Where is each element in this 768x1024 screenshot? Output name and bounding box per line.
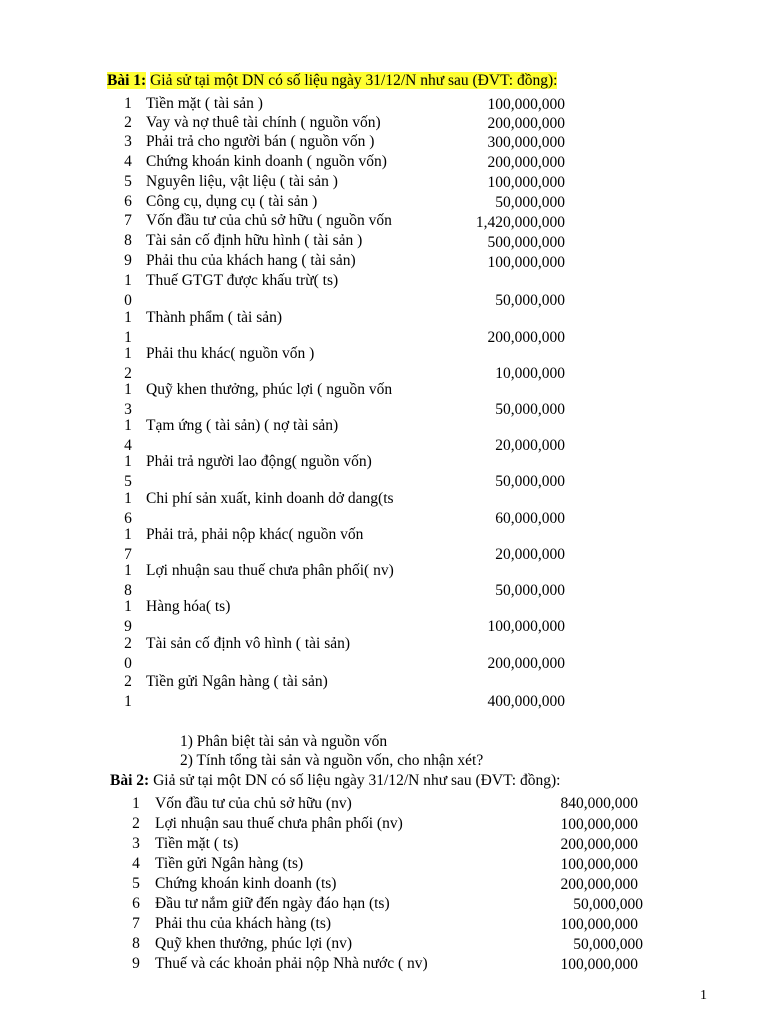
row-value: 100,000,000 (560, 856, 638, 873)
row-number: 3 (124, 133, 132, 150)
row-value: 50,000,000 (495, 473, 565, 490)
row-value: 50,000,000 (573, 896, 643, 913)
row-number-digit: 1 (124, 329, 132, 346)
row-name: Công cụ, dụng cụ ( tài sản ) (146, 193, 318, 210)
row-number: 6 (124, 193, 132, 210)
table-row (0, 345, 768, 385)
table-row (0, 417, 768, 457)
row-value: 100,000,000 (487, 96, 565, 113)
row-name: Đầu tư nắm giữ đến ngày đáo hạn (ts) (155, 895, 390, 912)
row-number-digit: 1 (124, 693, 132, 710)
row-number-digit: 1 (124, 309, 132, 326)
row-number-digit: 2 (124, 673, 132, 690)
exercise-2-heading (110, 772, 560, 790)
row-value: 50,000,000 (495, 292, 565, 309)
row-number-digit: 2 (124, 365, 132, 382)
row-name: Tài sản cố định vô hình ( tài sản) (146, 635, 351, 652)
row-number: 1 (124, 95, 132, 112)
row-value: 200,000,000 (487, 115, 565, 132)
row-value: 20,000,000 (495, 437, 565, 454)
row-value: 20,000,000 (495, 546, 565, 563)
row-value: 200,000,000 (560, 876, 638, 893)
page-number: 1 (700, 988, 707, 1003)
row-value: 100,000,000 (560, 916, 638, 933)
row-value: 400,000,000 (487, 693, 565, 710)
row-name: Phải trả, phải nộp khác( nguồn vốn (146, 526, 364, 543)
row-number: 2 (132, 815, 140, 832)
row-name: Nguyên liệu, vật liệu ( tài sản ) (146, 173, 338, 190)
row-value: 100,000,000 (487, 254, 565, 271)
row-name: Lợi nhuận sau thuế chưa phân phối( nv) (146, 562, 394, 579)
row-value: 200,000,000 (487, 329, 565, 346)
row-name: Quỹ khen thưởng, phúc lợi ( nguồn vốn (146, 381, 393, 398)
row-number-digit: 5 (124, 473, 132, 490)
table-row (0, 309, 768, 349)
row-number: 2 (124, 114, 132, 131)
row-value: 200,000,000 (487, 154, 565, 171)
row-name: Quỹ khen thưởng, phúc lợi (nv) (155, 935, 352, 952)
row-value: 200,000,000 (560, 836, 638, 853)
row-number: 5 (124, 173, 132, 190)
row-number-digit: 1 (124, 598, 132, 615)
table-row (0, 453, 768, 493)
row-name: Hàng hóa( ts) (146, 598, 231, 615)
row-number: 6 (132, 895, 140, 912)
row-number: 3 (132, 835, 140, 852)
row-name: Thành phẩm ( tài sản) (146, 309, 283, 326)
table-row (0, 381, 768, 421)
row-value: 100,000,000 (487, 618, 565, 635)
row-name: Chứng khoán kinh doanh ( nguồn vốn) (146, 153, 387, 170)
row-name: Vốn đầu tư của chủ sở hữu ( nguồn vốn (146, 212, 392, 229)
question-2: 2) Tính tổng tài sản và nguồn vốn, cho nhận xét? (180, 752, 484, 769)
table-row (0, 598, 768, 638)
row-number: 1 (132, 795, 140, 812)
row-value: 50,000,000 (495, 401, 565, 418)
row-value: 840,000,000 (560, 795, 638, 812)
question-1: 1) Phân biệt tài sản và nguồn vốn (180, 733, 388, 750)
table-row (0, 635, 768, 675)
row-name: Tài sản cố định hữu hình ( tài sản ) (146, 232, 363, 249)
table-row (0, 490, 768, 530)
row-number: 9 (124, 252, 132, 269)
exercise-2-title: Giả sử tại một DN có số liệu ngày 31/12/N như sau (ĐVT: đồng): (153, 772, 561, 789)
row-name: Tiền gửi Ngân hàng (ts) (155, 855, 304, 872)
row-name: Vốn đầu tư của chủ sở hữu (nv) (155, 795, 352, 812)
row-number-digit: 8 (124, 582, 132, 599)
exercise-1-label: Bài 1: (107, 72, 147, 89)
row-value: 10,000,000 (495, 365, 565, 382)
row-name: Thuế và các khoản phải nộp Nhà nước ( nv) (155, 955, 428, 972)
row-value: 500,000,000 (487, 234, 565, 251)
row-value: 60,000,000 (495, 510, 565, 527)
row-name: Lợi nhuận sau thuế chưa phân phối (nv) (155, 815, 403, 832)
row-number-digit: 6 (124, 510, 132, 527)
row-name: Tiền gửi Ngân hàng ( tài sản) (146, 673, 328, 690)
row-value: 50,000,000 (495, 194, 565, 211)
row-value: 50,000,000 (573, 936, 643, 953)
row-number-digit: 1 (124, 526, 132, 543)
row-name: Tạm ứng ( tài sản) ( nợ tài sản) (146, 417, 339, 434)
table-row (0, 272, 768, 312)
row-name: Phải thu của khách hang ( tài sản) (146, 252, 356, 269)
row-number-digit: 2 (124, 635, 132, 652)
row-number-digit: 1 (124, 490, 132, 507)
row-number-digit: 1 (124, 345, 132, 362)
row-name: Phải thu khác( nguồn vốn ) (146, 345, 315, 362)
table-row (0, 673, 768, 713)
table-row (0, 526, 768, 566)
row-name: Thuế GTGT được khấu trừ( ts) (146, 272, 339, 289)
exercise-2-label: Bài 2: (110, 772, 150, 789)
row-number-digit: 4 (124, 437, 132, 454)
exercise-1-heading (107, 72, 557, 90)
row-value: 300,000,000 (487, 134, 565, 151)
row-number: 4 (132, 855, 140, 872)
row-name: Chứng khoán kinh doanh (ts) (155, 875, 337, 892)
row-number-digit: 7 (124, 546, 132, 563)
row-number-digit: 0 (124, 292, 132, 309)
row-number: 8 (124, 232, 132, 249)
table-row (0, 562, 768, 602)
row-name: Vay và nợ thuê tài chính ( nguồn vốn) (146, 114, 381, 131)
row-number-digit: 0 (124, 655, 132, 672)
row-number-digit: 3 (124, 401, 132, 418)
row-number: 7 (132, 915, 140, 932)
row-number: 4 (124, 153, 132, 170)
row-number-digit: 9 (124, 618, 132, 635)
row-value: 50,000,000 (495, 582, 565, 599)
row-number-digit: 1 (124, 453, 132, 470)
row-name: Chi phí sản xuất, kinh doanh dở dang(ts (146, 490, 394, 507)
row-number-digit: 1 (124, 272, 132, 289)
row-value: 200,000,000 (487, 655, 565, 672)
row-value: 100,000,000 (560, 956, 638, 973)
row-number-digit: 1 (124, 417, 132, 434)
row-number-digit: 1 (124, 381, 132, 398)
row-name: Tiền mặt ( tài sản ) (146, 95, 263, 112)
row-name: Phải trả cho người bán ( nguồn vốn ) (146, 133, 375, 150)
row-value: 1,420,000,000 (475, 214, 565, 231)
row-number: 8 (132, 935, 140, 952)
row-name: Tiền mặt ( ts) (155, 835, 239, 852)
exercise-1-title: Giả sử tại một DN có số liệu ngày 31/12/N như sau (ĐVT: đồng): (150, 72, 558, 89)
row-number-digit: 1 (124, 562, 132, 579)
row-number: 7 (124, 212, 132, 229)
row-name: Phải thu của khách hàng (ts) (155, 915, 332, 932)
row-value: 100,000,000 (487, 174, 565, 191)
row-value: 100,000,000 (560, 816, 638, 833)
row-number: 5 (132, 875, 140, 892)
row-name: Phải trả người lao động( nguồn vốn) (146, 453, 372, 470)
row-number: 9 (132, 955, 140, 972)
